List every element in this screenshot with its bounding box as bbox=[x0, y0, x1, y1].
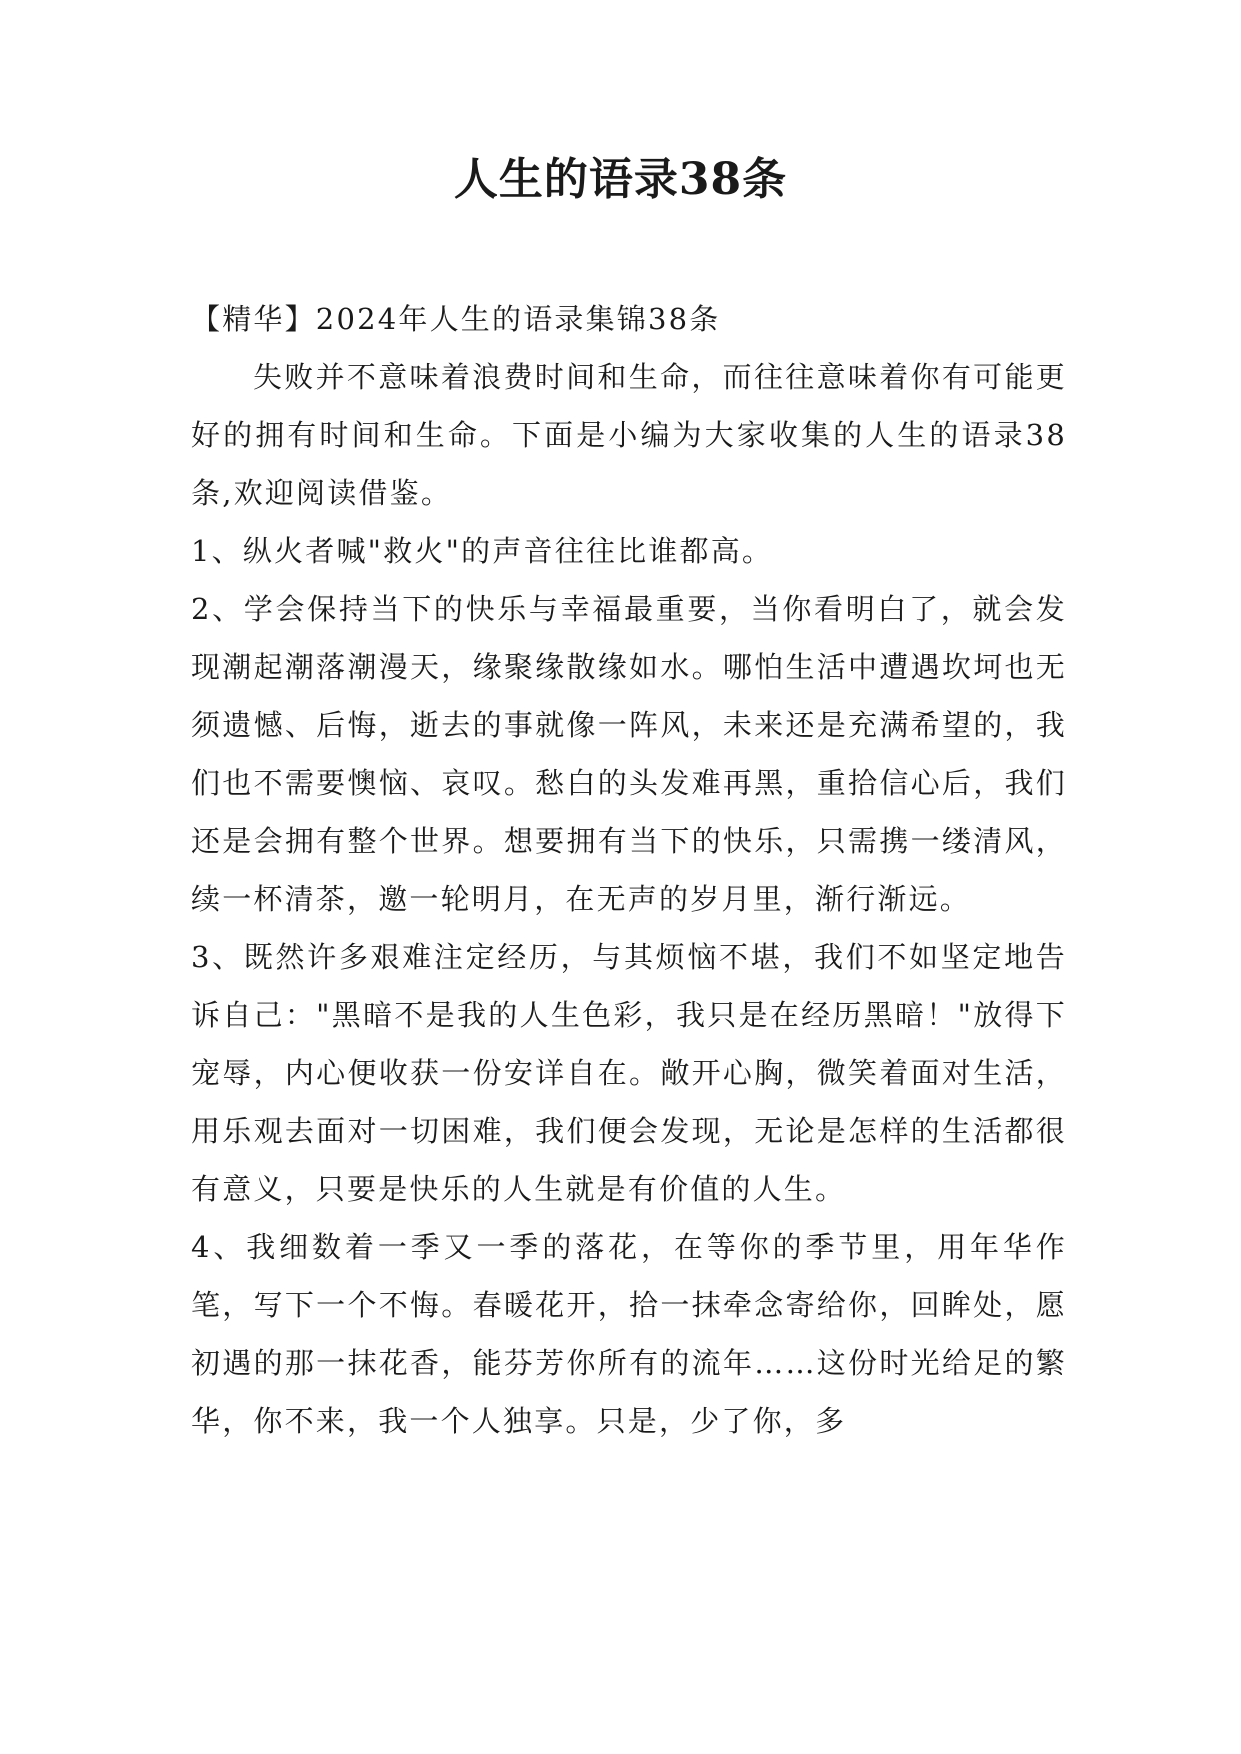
quote-item-4: 4、我细数着一季又一季的落花，在等你的季节里，用年华作笔，写下一个不悔。春暖花开，拾一抹牵念寄给你，回眸处，愿初遇的那一抹花香，能芬芳你所有的流年……这份时光给足的繁华，你不来，我一个人独享。只是，少了你，多 bbox=[191, 1230, 1067, 1438]
document-subtitle: 【精华】2024年人生的语录集锦38条 bbox=[191, 302, 721, 336]
quote-item-2: 2、学会保持当下的快乐与幸福最重要，当你看明白了，就会发现潮起潮落潮漫天，缘聚缘散缘如水。哪怕生活中遭遇坎坷也无须遗憾、后悔，逝去的事就像一阵风，未来还是充满希望的，我们也不需要懊恼、哀叹。愁白的头发难再黑，重拾信心后，我们还是会拥有整个世界。想要拥有当下的快乐，只需携一缕清风，续一杯清茶，邀一轮明月，在无声的岁月里，渐行渐远。 bbox=[191, 592, 1067, 916]
document-title: 人生的语录38条 bbox=[453, 154, 788, 205]
quote-item-3: 3、既然许多艰难注定经历，与其烦恼不堪，我们不如坚定地告诉自己："黑暗不是我的人生色彩，我只是在经历黑暗！"放得下宠辱，内心便收获一份安详自在。敞开心胸，微笑着面对生活，用乐观去面对一切困难，我们便会发现，无论是怎样的生活都很有意义，只要是快乐的人生就是有价值的人生。 bbox=[191, 940, 1067, 1206]
intro-paragraph: 失败并不意味着浪费时间和生命，而往往意味着你有可能更好的拥有时间和生命。下面是小编为大家收集的人生的语录38条,欢迎阅读借鉴。 bbox=[191, 360, 1067, 510]
quote-item-1: 1、纵火者喊"救火"的声音往往比谁都高。 bbox=[191, 534, 774, 568]
document-body bbox=[191, 290, 1067, 1450]
